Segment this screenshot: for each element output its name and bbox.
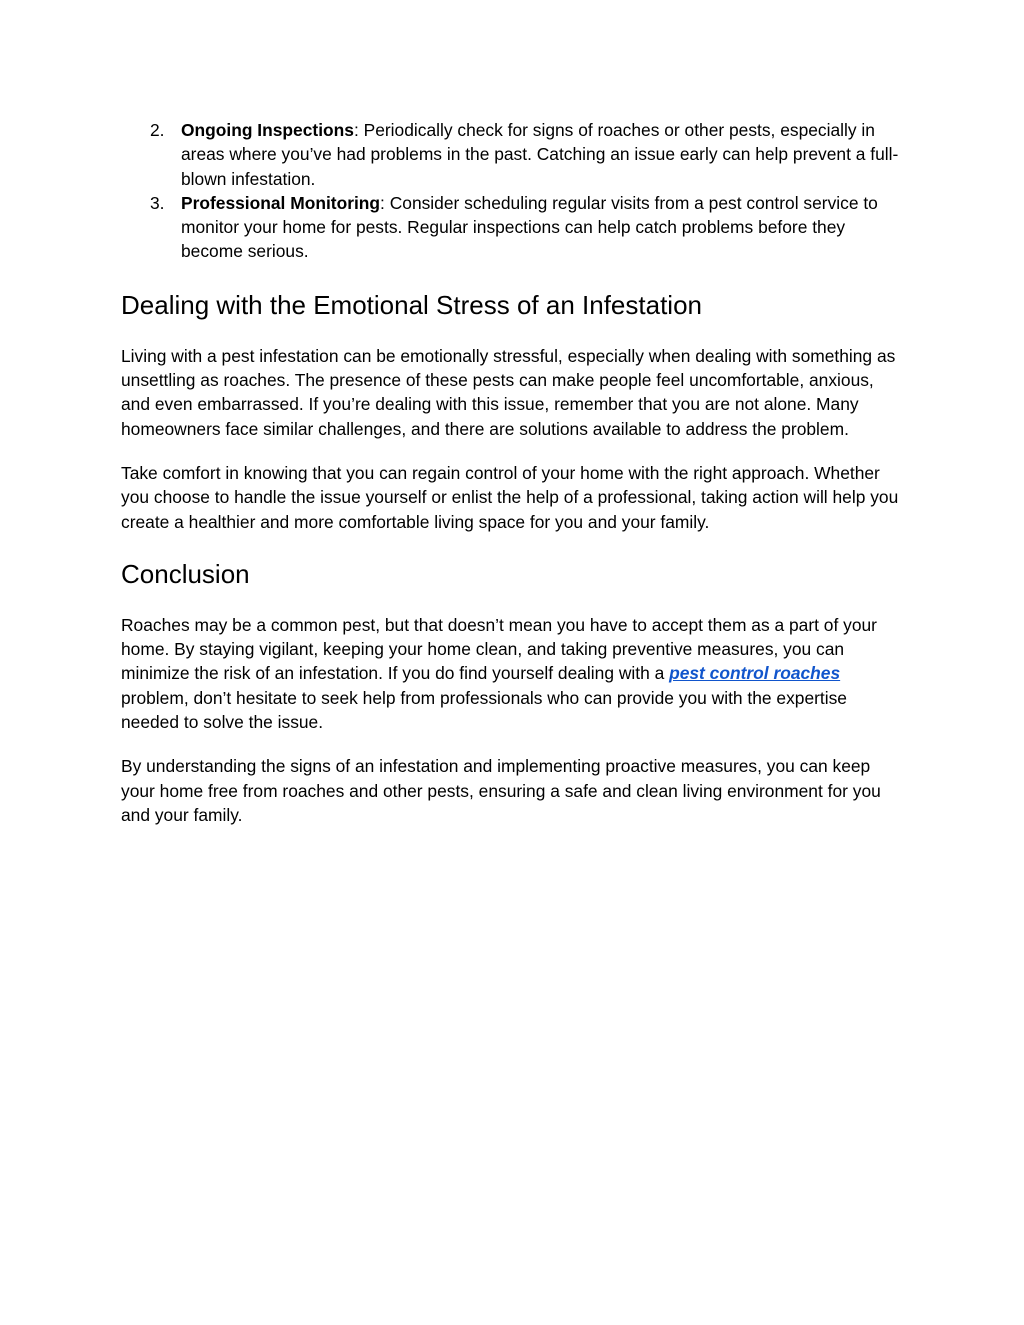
list-item-term: Ongoing Inspections — [181, 120, 354, 140]
list-item-text: : Consider scheduling regular visits from a pest control service to monitor your home for pests. Regular inspections can help catch problems before they become serious. — [181, 192, 878, 262]
list-item-text: : Periodically check for signs of roaches or other pests, especially in areas where you’ve had problems in the past. Catching an issue early can help prevent a full-blown infestation. — [181, 120, 899, 189]
list-item-body — [181, 118, 907, 191]
numbered-list — [121, 118, 907, 264]
list-item — [121, 191, 907, 264]
pest-control-roaches-link[interactable]: pest control roaches — [669, 663, 841, 684]
conclusion-text-after-link: problem, don’t hesitate to seek help from professionals who can provide you with the expertise needed to solve the issue. — [121, 687, 847, 733]
conclusion-text-before-link: Roaches may be a common pest, but that doesn’t mean you have to accept them as a part of your home. By staying vigilant, keeping your home clean, and taking preventive measures, you can minimize the risk of an infestation. If you do find yourself dealing with a — [121, 614, 877, 684]
conclusion-paragraph-2: By understanding the signs of an infestation and implementing proactive measures, you can keep your home free from roaches and other pests, ensuring a safe and clean living environment for you and your family. — [121, 756, 881, 825]
section-heading-emotional-stress: Dealing with the Emotional Stress of an Infestation — [121, 289, 702, 320]
emotional-stress-paragraph-2: Take comfort in knowing that you can regain control of your home with the right approach. Whether you choose to handle the issue yourself or enlist the help of a professional, taking action will help you create a healthier and more comfortable living space for you and your family. — [121, 462, 899, 532]
conclusion-paragraph-1 — [121, 613, 907, 734]
emotional-stress-paragraph-1: Living with a pest infestation can be emotionally stressful, especially when dealing with something as unsettling as roaches. The presence of these pests can make people feel uncomfortable, anxious, and even embarrassed. If you’re dealing with this issue, remember that you are not alone. Many homeowners face similar challenges, and there are solutions available to address the problem. — [121, 345, 896, 439]
document-page — [121, 118, 907, 827]
list-item-term: Professional Monitoring — [181, 192, 381, 213]
list-item-body — [181, 191, 907, 264]
list-item — [121, 118, 907, 191]
list-item-number: 2. — [150, 120, 165, 140]
section-heading-conclusion: Conclusion — [121, 558, 250, 589]
list-item-number: 3. — [150, 192, 165, 213]
